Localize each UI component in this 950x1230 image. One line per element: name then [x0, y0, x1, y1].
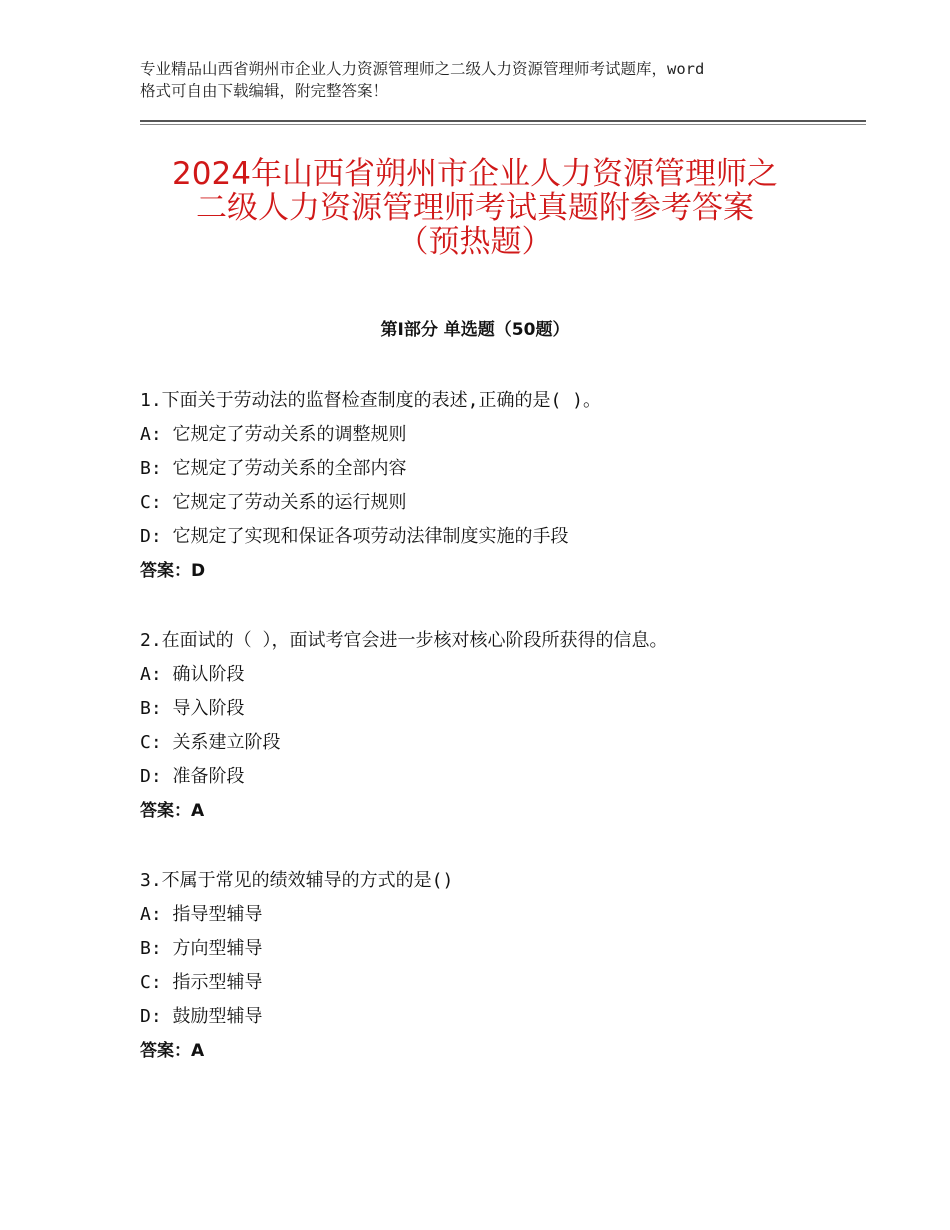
- header-note-line-1: 专业精品山西省朔州市企业人力资源管理师之二级人力资源管理师考试题库，word: [140, 60, 705, 78]
- header-divider-thin: [140, 124, 866, 125]
- question-list: [140, 384, 860, 1104]
- header-note: [140, 58, 830, 102]
- option-c: C: 指示型辅导: [140, 972, 263, 993]
- option-d: D: 准备阶段: [140, 766, 245, 787]
- document-title-line-1: 2024年山西省朔州市企业人力资源管理师之: [172, 156, 778, 192]
- option-c: C: 关系建立阶段: [140, 732, 281, 753]
- section-title: 第Ⅰ部分 单选题（50题）: [380, 320, 570, 340]
- question-stem: 1.下面关于劳动法的监督检查制度的表述,正确的是( )。: [140, 390, 602, 411]
- question-2: [140, 624, 860, 828]
- header-divider-thick: [140, 120, 866, 122]
- document-title-line-2: 二级人力资源管理师考试真题附参考答案: [196, 190, 754, 226]
- option-a: A: 确认阶段: [140, 664, 245, 685]
- question-stem: 2.在面试的（ ），面试考官会进一步核对核心阶段所获得的信息。: [140, 630, 668, 651]
- option-a: A: 它规定了劳动关系的调整规则: [140, 424, 407, 445]
- option-b: B: 方向型辅导: [140, 938, 263, 959]
- option-a: A: 指导型辅导: [140, 904, 263, 925]
- header-note-line-2: 格式可自由下载编辑，附完整答案！: [140, 82, 389, 100]
- option-c: C: 它规定了劳动关系的运行规则: [140, 492, 407, 513]
- option-b: B: 它规定了劳动关系的全部内容: [140, 458, 407, 479]
- answer-label: 答案：A: [140, 801, 205, 821]
- option-d: D: 它规定了实现和保证各项劳动法律制度实施的手段: [140, 526, 569, 547]
- option-b: B: 导入阶段: [140, 698, 245, 719]
- option-d: D: 鼓励型辅导: [140, 1006, 263, 1027]
- answer-label: 答案：D: [140, 561, 206, 581]
- question-3: [140, 864, 860, 1068]
- question-1: [140, 384, 860, 588]
- document-title: [100, 157, 850, 259]
- document-title-line-3: （预热题）: [397, 224, 553, 260]
- answer-label: 答案：A: [140, 1041, 205, 1061]
- question-stem: 3.不属于常见的绩效辅导的方式的是(): [140, 870, 454, 891]
